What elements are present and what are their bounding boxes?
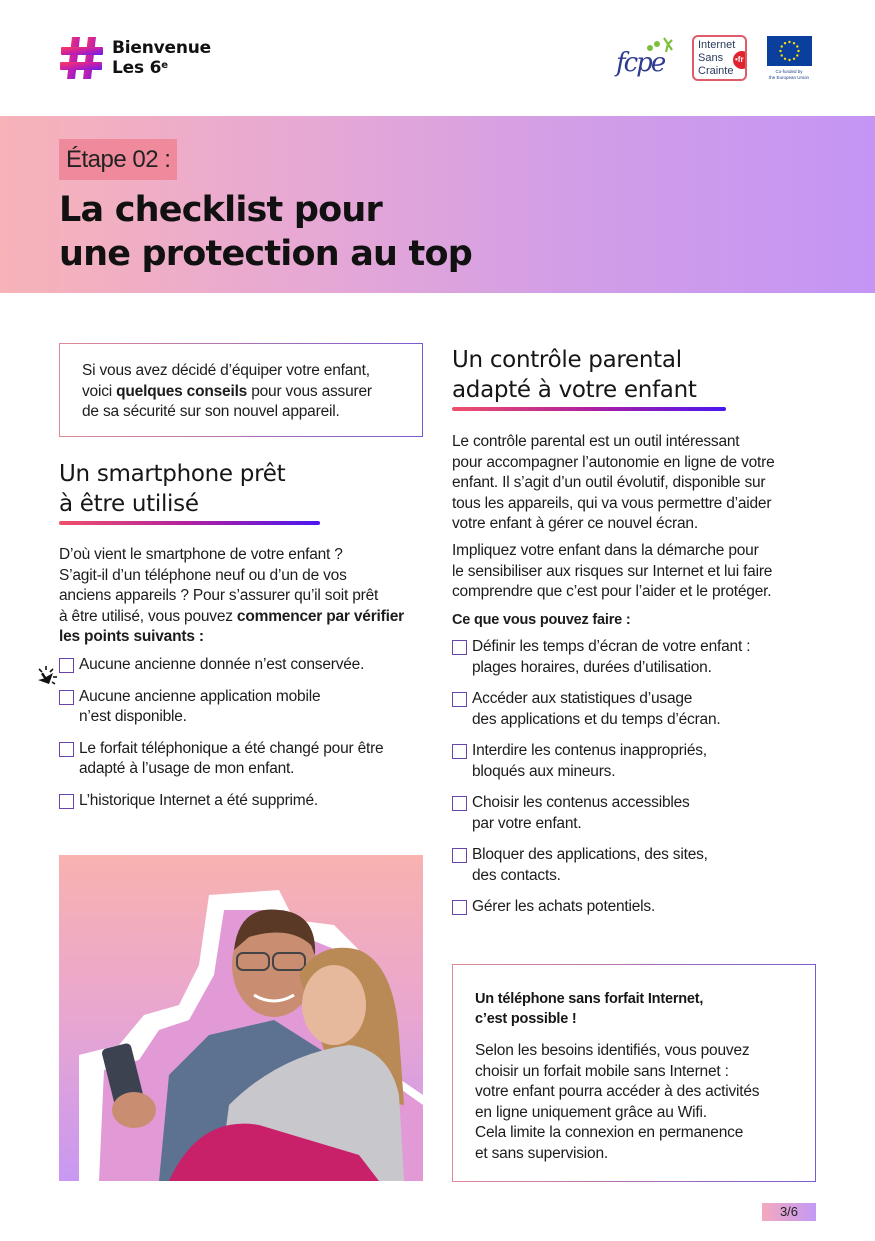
checklist-item[interactable]: Définir les temps d’écran de votre enfant : plages horaires, durées d’utilisation. — [452, 637, 822, 678]
page-number: 3/6 — [762, 1203, 816, 1221]
tip-callout — [452, 964, 816, 1182]
checklist-item[interactable]: Aucune ancienne donnée n’est conservée. — [59, 655, 429, 676]
page-title: La checklist pour une protection au top — [59, 190, 472, 274]
brand-logo — [58, 34, 211, 82]
eu-cofunded-logo: Co-funded by the European Union — [765, 36, 813, 80]
title-underline — [452, 407, 726, 411]
checklist-item[interactable]: Interdire les contenus inappropriés, bloqués aux mineurs. — [452, 741, 822, 782]
parental-control-checklist — [452, 637, 822, 929]
intro-callout — [59, 343, 423, 437]
smartphone-checklist — [59, 655, 429, 822]
checkbox[interactable] — [59, 742, 74, 757]
checklist-item[interactable]: Aucune ancienne application mobile n’est disponible. — [59, 687, 429, 728]
hashtag-icon — [58, 34, 106, 82]
checkbox[interactable] — [452, 692, 467, 707]
family-photo — [59, 855, 423, 1181]
checkbox[interactable] — [59, 690, 74, 705]
fcpe-logo: fcpe — [614, 34, 674, 82]
section-title-parental-control: Un contrôle parental adapté à votre enfant — [452, 347, 697, 403]
checklist-item[interactable]: Choisir les contenus accessibles par votre enfant. — [452, 793, 822, 834]
tip-title: Un téléphone sans forfait Internet, c’est possible ! — [475, 991, 704, 1027]
brand-line2: Les 6e — [112, 58, 168, 78]
checkbox[interactable] — [452, 900, 467, 915]
checklist-item[interactable]: Le forfait téléphonique a été changé pour être adapté à l’usage de mon enfant. — [59, 739, 429, 780]
intro-text: Si vous avez décidé d’équiper votre enfant, voici quelques conseils pour vous assurer de sa sécurité sur son nouvel appareil. — [82, 362, 372, 420]
section-title-smartphone: Un smartphone prêt à être utilisé — [59, 461, 286, 517]
brand-line1: Bienvenue — [112, 38, 211, 58]
checklist-item[interactable]: Bloquer des applications, des sites, des contacts. — [452, 845, 822, 886]
checklist-item[interactable]: Accéder aux statistiques d’usage des applications et du temps d’écran. — [452, 689, 822, 730]
partner-logos — [614, 34, 813, 82]
checkbox[interactable] — [452, 848, 467, 863]
checkbox[interactable] — [452, 796, 467, 811]
checkbox[interactable] — [59, 658, 74, 673]
tip-text: Selon les besoins identifiés, vous pouvez choisir un forfait mobile sans Internet : votre enfant pourra accéder à des activités en ligne uniquement grâce au Wifi. Cela limite la connexion en permanence et sans supervision. — [475, 1042, 760, 1162]
brand-title — [112, 38, 211, 78]
photo-illustration — [59, 855, 423, 1181]
eu-flag-icon — [767, 36, 812, 66]
checkbox[interactable] — [452, 744, 467, 759]
involve-child-paragraph: Impliquez votre enfant dans la démarche pour le sensibiliser aux risques sur Internet et lui faire comprendre que c’est pour l’aider et le protéger. — [452, 542, 773, 600]
step-badge: Étape 02 : — [59, 139, 177, 180]
checkbox[interactable] — [452, 640, 467, 655]
click-cursor-icon — [36, 665, 58, 687]
parental-control-paragraph: Le contrôle parental est un outil intéressant pour accompagner l’autonomie en ligne de votre enfant. Il s’agit d’un outil évolutif, disponible sur tous les appareils, qui va vous permettre d’aider votre enfant à gérer ce nouvel écran. — [452, 433, 775, 532]
checklist-item[interactable]: L’historique Internet a été supprimé. — [59, 791, 429, 812]
smartphone-paragraph: D’où vient le smartphone de votre enfant ? S’agit-il d’un téléphone neuf ou d’un de vos anciens appareils ? Pour s’assurer qu’il soit prêt à être utilisé, vous pouvez commencer par vérifier les points suivants : — [59, 546, 404, 645]
checklist-item[interactable]: Gérer les achats potentiels. — [452, 897, 822, 918]
checkbox[interactable] — [59, 794, 74, 809]
what-you-can-do-heading: Ce que vous pouvez faire : — [452, 612, 631, 628]
internet-sans-crainte-logo: Internet Sans Crainte •fr — [692, 35, 747, 81]
title-underline — [59, 521, 320, 525]
